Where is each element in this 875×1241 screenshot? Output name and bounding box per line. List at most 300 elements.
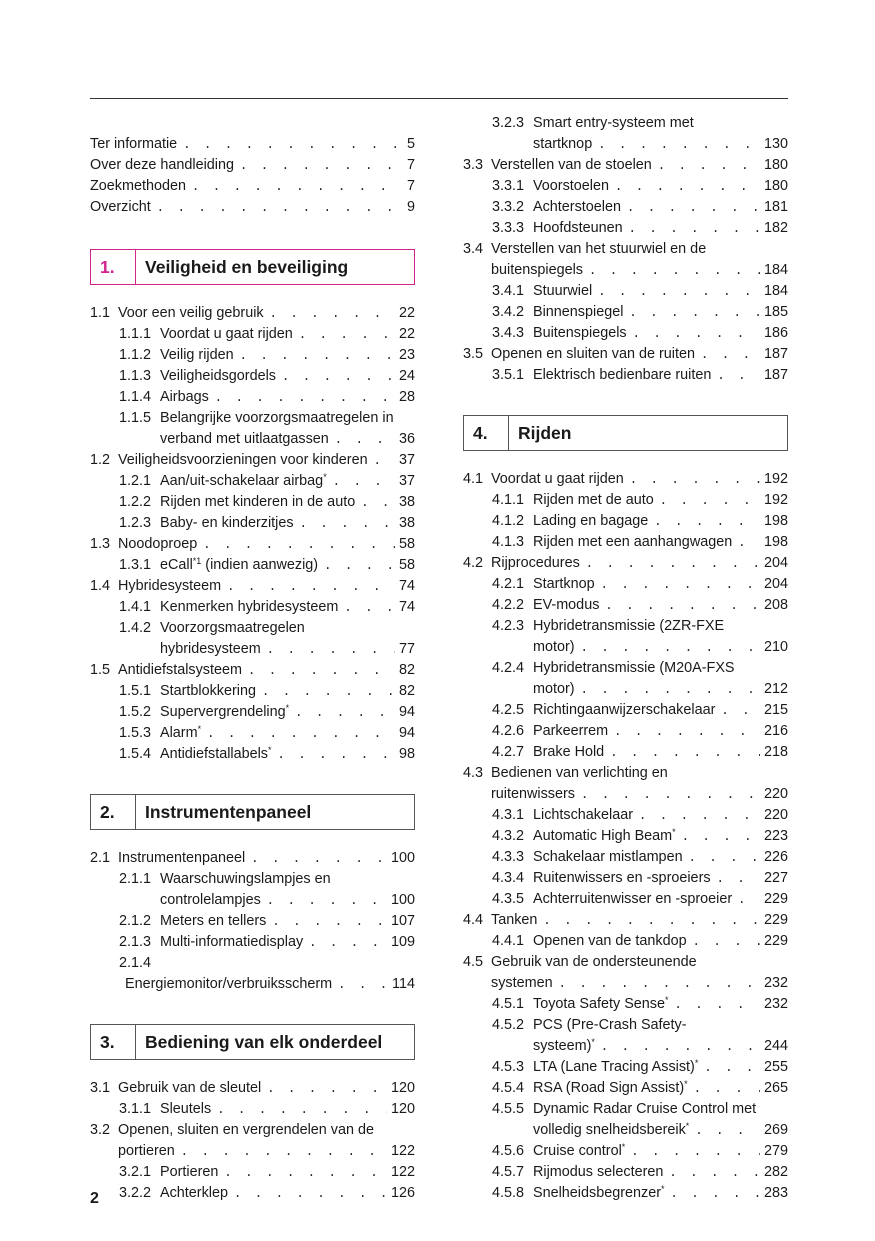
section-title: Brake Hold xyxy=(533,744,605,760)
toc-entry[interactable] xyxy=(463,742,788,763)
dot-leader xyxy=(374,450,395,471)
toc-entry[interactable] xyxy=(463,365,788,386)
toc-entry[interactable] xyxy=(90,387,415,408)
dot-leader xyxy=(267,1078,387,1099)
toc-entry[interactable] xyxy=(90,681,415,702)
section-title: Veiligheidsvoorzieningen voor kinderen xyxy=(118,452,368,468)
footnote-marker: * xyxy=(665,995,669,1005)
section-title: Openen van de tankdop xyxy=(533,933,687,949)
dot-leader xyxy=(157,197,403,218)
toc-entry[interactable] xyxy=(90,911,415,932)
page-ref: 126 xyxy=(390,1185,415,1201)
toc-entry[interactable] xyxy=(90,1183,415,1204)
toc-entry[interactable] xyxy=(463,281,788,302)
page-ref: 7 xyxy=(406,178,415,194)
section-title: Schakelaar mistlampen xyxy=(533,849,683,865)
dot-leader xyxy=(181,1141,387,1162)
dot-leader xyxy=(629,302,760,323)
page-ref: 212 xyxy=(763,681,788,697)
section-title: Kenmerken hybridesysteem xyxy=(160,599,339,615)
section-title: Zoekmethoden xyxy=(90,178,186,194)
toc-entry[interactable] xyxy=(90,576,415,597)
toc-entry[interactable] xyxy=(463,302,788,323)
section-number: 3.3 xyxy=(463,157,484,173)
dot-leader xyxy=(335,429,395,450)
page-ref: 198 xyxy=(763,513,788,529)
section-title: Openen en sluiten van de ruiten xyxy=(491,346,696,362)
toc-entry[interactable] xyxy=(90,1120,415,1162)
dot-leader xyxy=(689,847,760,868)
dot-leader xyxy=(631,1141,760,1162)
toc-entry-over-deze-handleiding[interactable] xyxy=(90,155,415,176)
toc-entry[interactable] xyxy=(463,952,788,994)
toc-entry[interactable] xyxy=(90,597,415,618)
section-number: 3.4.1 xyxy=(492,283,525,299)
section-title: Rijmodus selecteren xyxy=(533,1164,664,1180)
dot-leader xyxy=(694,1078,760,1099)
toc-entry[interactable] xyxy=(463,553,788,574)
toc-entry[interactable] xyxy=(463,616,788,658)
section-title: Gebruik van de ondersteunende xyxy=(491,954,697,970)
page-ref: 229 xyxy=(763,891,788,907)
page-ref: 74 xyxy=(398,578,415,594)
toc-entry[interactable] xyxy=(90,324,415,345)
toc-entry[interactable] xyxy=(463,805,788,826)
page-ref: 9 xyxy=(406,199,415,215)
dot-leader xyxy=(581,784,760,805)
section-number: 1.2.1 xyxy=(119,473,152,489)
page-ref: 120 xyxy=(390,1080,415,1096)
page-ref: 122 xyxy=(390,1164,415,1180)
footnote-marker: * xyxy=(591,1037,595,1047)
toc-entry[interactable] xyxy=(90,848,415,869)
section-title: ruitenwissers xyxy=(491,786,575,802)
toc-entry[interactable] xyxy=(463,658,788,700)
toc-entry[interactable] xyxy=(90,513,415,534)
dot-leader xyxy=(695,1120,760,1141)
section-title: Cruise control* xyxy=(533,1142,626,1159)
toc-entry[interactable] xyxy=(463,218,788,239)
dot-leader xyxy=(240,155,403,176)
section-number: 2.1.4 xyxy=(119,955,152,971)
dot-leader xyxy=(738,889,760,910)
page-ref: 187 xyxy=(763,346,788,362)
toc-entry[interactable] xyxy=(463,239,788,281)
section-number: 1.5 xyxy=(90,662,111,678)
toc-left-column xyxy=(90,113,415,1204)
page-ref: 229 xyxy=(763,912,788,928)
toc-entry[interactable] xyxy=(90,555,415,576)
toc-entry[interactable] xyxy=(463,469,788,490)
toc-entry[interactable] xyxy=(463,323,788,344)
toc-entry[interactable] xyxy=(90,345,415,366)
page-ref: 282 xyxy=(763,1164,788,1180)
section-title: Elektrisch bedienbare ruiten xyxy=(533,367,712,383)
section-number: 4.2 xyxy=(463,555,484,571)
page-ref: 218 xyxy=(763,744,788,760)
toc-entry[interactable] xyxy=(463,700,788,721)
section-title: Dynamic Radar Cruise Control met xyxy=(533,1101,757,1117)
section-title: Rijprocedures xyxy=(491,555,580,571)
footnote-marker: *1 xyxy=(192,556,202,566)
toc-entry[interactable] xyxy=(90,1162,415,1183)
page-ref: 94 xyxy=(398,725,415,741)
page-number: 2 xyxy=(90,1190,99,1207)
section-title: Lading en bagage xyxy=(533,513,649,529)
section-number: 4.2.5 xyxy=(492,702,525,718)
section-number: 3.2.1 xyxy=(119,1164,152,1180)
dot-leader xyxy=(324,555,395,576)
section-number: 4.3.2 xyxy=(492,828,525,844)
section-number: 2.1.2 xyxy=(119,913,152,929)
toc-entry[interactable] xyxy=(463,847,788,868)
section-number: 1.4.1 xyxy=(119,599,152,615)
dot-leader xyxy=(589,260,760,281)
toc-entry[interactable] xyxy=(463,868,788,889)
page-ref: 210 xyxy=(763,639,788,655)
page-ref: 114 xyxy=(392,976,415,992)
section-title: Veilig rijden xyxy=(160,347,234,363)
section-title: startknop xyxy=(533,136,593,152)
toc-entry[interactable] xyxy=(90,366,415,387)
toc-entry[interactable] xyxy=(90,953,415,995)
page-ref: 181 xyxy=(763,199,788,215)
section-number: 4.5.4 xyxy=(492,1080,525,1096)
dot-leader xyxy=(660,490,760,511)
section-number: 4.5.2 xyxy=(492,1017,525,1033)
dot-leader xyxy=(270,303,395,324)
dot-leader xyxy=(601,1036,760,1057)
section-number: 1.2 xyxy=(90,452,111,468)
dot-leader xyxy=(627,197,760,218)
section-number: 4.4 xyxy=(463,912,484,928)
dot-leader xyxy=(614,721,760,742)
section-number: 3.2 xyxy=(90,1122,111,1138)
section-number: 1.1.1 xyxy=(119,326,152,342)
section-number: 3.5 xyxy=(463,346,484,362)
section-number: 4.5.3 xyxy=(492,1059,525,1075)
section-number: 4.5.8 xyxy=(492,1185,525,1201)
dot-leader xyxy=(192,176,403,197)
section-title: Baby- en kinderzitjes xyxy=(160,515,294,531)
dot-leader xyxy=(629,218,760,239)
page-ref: 223 xyxy=(763,828,788,844)
toc-entry[interactable] xyxy=(90,492,415,513)
dot-leader xyxy=(309,932,387,953)
section-number: 3.2.2 xyxy=(119,1185,152,1201)
section-title: Richtingaanwijzerschakelaar xyxy=(533,702,716,718)
toc-entry[interactable] xyxy=(463,113,788,155)
page-ref: 244 xyxy=(763,1038,788,1054)
dot-leader xyxy=(630,469,760,490)
footnote-marker: * xyxy=(694,1058,699,1068)
footnote-marker: * xyxy=(621,1142,626,1152)
section-title: eCall$^{*1}$ (indien aanwezig) xyxy=(160,556,319,573)
footnote-marker: * xyxy=(685,1121,690,1131)
page-ref: 229 xyxy=(763,933,788,949)
toc-entry[interactable] xyxy=(463,490,788,511)
section-title: Instrumentenpaneel xyxy=(118,850,246,866)
page-ref: 5 xyxy=(406,136,415,152)
toc-entry[interactable] xyxy=(463,994,788,1015)
chapter-number: 1. xyxy=(91,250,136,284)
page-ref: 265 xyxy=(763,1080,788,1096)
chapter-header-1[interactable] xyxy=(90,249,415,285)
dot-leader xyxy=(262,681,395,702)
toc-entry[interactable] xyxy=(463,1183,788,1204)
toc-entry-zoekmethoden[interactable] xyxy=(90,176,415,197)
toc-entry[interactable] xyxy=(463,197,788,218)
footnote-marker: * xyxy=(661,1184,665,1194)
section-number: 4.3.5 xyxy=(492,891,525,907)
page-ref: 198 xyxy=(763,534,788,550)
section-title: systeem)* xyxy=(533,1037,595,1054)
toc-entry[interactable] xyxy=(463,155,788,176)
toc-entry[interactable] xyxy=(90,660,415,681)
toc-entry[interactable] xyxy=(90,471,415,492)
dot-leader xyxy=(633,323,760,344)
section-title: LTA (Lane Tracing Assist)* xyxy=(533,1058,699,1075)
dot-leader xyxy=(224,1162,387,1183)
section-title: Toyota Safety Sense* xyxy=(533,995,669,1012)
page-ref: 184 xyxy=(763,283,788,299)
dot-leader xyxy=(248,660,395,681)
section-title: Ter informatie xyxy=(90,136,178,152)
section-title: Meters en tellers xyxy=(160,913,267,929)
section-title: Voorstoelen xyxy=(533,178,610,194)
page-ref: 107 xyxy=(390,913,415,929)
page-ref: 38 xyxy=(398,494,415,510)
section-number: 1.5.2 xyxy=(119,704,152,720)
toc-entry[interactable] xyxy=(463,721,788,742)
dot-leader xyxy=(295,702,395,723)
chapter-title: Veiligheid en beveiliging xyxy=(145,256,349,277)
section-title: systemen xyxy=(491,975,553,991)
section-number: 4.5.7 xyxy=(492,1164,525,1180)
dot-leader xyxy=(338,974,388,995)
section-title: Belangrijke voorzorgsmaatregelen in xyxy=(160,410,394,426)
section-title: verband met uitlaatgassen xyxy=(160,431,329,447)
page-ref: 216 xyxy=(763,723,788,739)
toc-entry-ter-informatie[interactable] xyxy=(90,134,415,155)
dot-leader xyxy=(610,742,760,763)
toc-entry[interactable] xyxy=(463,574,788,595)
section-number: 1.3.1 xyxy=(119,557,152,573)
dot-leader xyxy=(693,931,760,952)
toc-entry[interactable] xyxy=(90,618,415,660)
dot-leader xyxy=(282,366,395,387)
toc-entry[interactable] xyxy=(463,595,788,616)
toc-entry[interactable] xyxy=(463,826,788,847)
page-ref: 255 xyxy=(763,1059,788,1075)
dot-leader xyxy=(300,513,395,534)
section-number: 4.2.7 xyxy=(492,744,525,760)
dot-leader xyxy=(333,471,395,492)
dot-leader xyxy=(207,723,395,744)
dot-leader xyxy=(203,534,395,555)
toc-entry[interactable] xyxy=(90,1078,415,1099)
section-number: 4.2.4 xyxy=(492,660,525,676)
section-number: 3.4.3 xyxy=(492,325,525,341)
dot-leader xyxy=(675,994,760,1015)
section-title: Overzicht xyxy=(90,199,151,215)
section-title: Hybridetransmissie (M20A-FXS xyxy=(533,660,735,676)
section-title: Startknop xyxy=(533,576,595,592)
toc-entry[interactable] xyxy=(463,910,788,931)
section-title: Alarm* xyxy=(160,724,202,741)
section-title: Hybridesysteem xyxy=(118,578,222,594)
toc-entry[interactable] xyxy=(463,1099,788,1141)
page-ref: 182 xyxy=(763,220,788,236)
section-title: volledig snelheidsbereik* xyxy=(533,1121,690,1138)
section-number: 4.1.1 xyxy=(492,492,525,508)
footnote-marker: * xyxy=(684,1079,688,1089)
page-ref: 192 xyxy=(763,471,788,487)
section-number: 1.5.1 xyxy=(119,683,152,699)
section-number: 4.1 xyxy=(463,471,484,487)
section-title: Rijden met een aanhangwagen xyxy=(533,534,733,550)
section-number: 1.2.2 xyxy=(119,494,152,510)
dot-leader xyxy=(344,597,395,618)
toc-entry[interactable] xyxy=(90,408,415,450)
section-title: Hybridetransmissie (2ZR-FXE xyxy=(533,618,725,634)
section-title: Tanken xyxy=(491,912,538,928)
dot-leader xyxy=(598,134,760,155)
page-ref: 22 xyxy=(398,305,415,321)
section-number: 4.3 xyxy=(463,765,484,781)
section-number: 1.5.4 xyxy=(119,746,152,762)
page-ref: 120 xyxy=(390,1101,415,1117)
section-number: 4.3.3 xyxy=(492,849,525,865)
section-number: 4.5.6 xyxy=(492,1143,525,1159)
section-title: Smart entry-systeem met xyxy=(533,115,694,131)
page-ref: 22 xyxy=(398,326,415,342)
dot-leader xyxy=(227,576,395,597)
toc-entry[interactable] xyxy=(90,723,415,744)
toc-entry[interactable] xyxy=(90,1099,415,1120)
toc-entry[interactable] xyxy=(463,1141,788,1162)
page-ref: 58 xyxy=(398,557,415,573)
footnote-marker: * xyxy=(323,472,327,482)
toc-entry[interactable] xyxy=(90,744,415,765)
section-title: Veiligheidsgordels xyxy=(160,368,277,384)
toc-entry[interactable] xyxy=(463,511,788,532)
page-ref: 38 xyxy=(398,515,415,531)
section-title: Sleutels xyxy=(160,1101,212,1117)
section-number: 1.1.3 xyxy=(119,368,152,384)
toc-entry[interactable] xyxy=(90,303,415,324)
section-number: 4.5.1 xyxy=(492,996,525,1012)
section-number: 4.3.1 xyxy=(492,807,525,823)
toc-entry[interactable] xyxy=(463,532,788,553)
page-ref: 74 xyxy=(398,599,415,615)
section-title: RSA (Road Sign Assist)* xyxy=(533,1079,688,1096)
page-ref: 100 xyxy=(390,892,415,908)
page-ref: 279 xyxy=(763,1143,788,1159)
toc-entry[interactable] xyxy=(90,932,415,953)
page-ref: 227 xyxy=(763,870,788,886)
section-number: 1.1.2 xyxy=(119,347,152,363)
dot-leader xyxy=(183,134,403,155)
dot-leader xyxy=(240,345,395,366)
page-ref: 82 xyxy=(398,683,415,699)
toc-entry[interactable] xyxy=(463,1078,788,1099)
section-number: 4.1.2 xyxy=(492,513,525,529)
dot-leader xyxy=(267,890,387,911)
dot-leader xyxy=(299,324,395,345)
section-number: 4.5 xyxy=(463,954,484,970)
dot-leader xyxy=(721,700,760,721)
page-ref: 122 xyxy=(390,1143,415,1159)
page-ref: 180 xyxy=(763,157,788,173)
section-title: EV-modus xyxy=(533,597,600,613)
page-ref: 109 xyxy=(390,934,415,950)
section-number: 4.1.3 xyxy=(492,534,525,550)
section-title: Automatic High Beam* xyxy=(533,827,676,844)
page-ref: 185 xyxy=(763,304,788,320)
toc-entry[interactable] xyxy=(463,1015,788,1057)
footnote-marker: * xyxy=(672,827,676,837)
page-ref: 283 xyxy=(763,1185,788,1201)
page-ref: 192 xyxy=(763,492,788,508)
page-ref: 208 xyxy=(763,597,788,613)
toc-entry[interactable] xyxy=(90,534,415,555)
section-title: Rijden met kinderen in de auto xyxy=(160,494,356,510)
toc-entry[interactable] xyxy=(463,763,788,805)
section-number: 4.2.6 xyxy=(492,723,525,739)
dot-leader xyxy=(215,387,395,408)
footnote-marker: * xyxy=(268,745,272,755)
toc-entry[interactable] xyxy=(463,889,788,910)
dot-leader xyxy=(278,744,395,765)
section-title: Hoofdsteunen xyxy=(533,220,623,236)
toc-entry-overzicht[interactable] xyxy=(90,197,415,218)
dot-leader xyxy=(361,492,395,513)
chapter-header-4[interactable] xyxy=(463,415,788,451)
section-title: Voor een veilig gebruik xyxy=(118,305,264,321)
section-title: Rijden met de auto xyxy=(533,492,654,508)
page-ref: 232 xyxy=(763,975,788,991)
toc-entry[interactable] xyxy=(90,450,415,471)
chapter-title: Bediening van elk onderdeel xyxy=(145,1031,383,1052)
toc-entry[interactable] xyxy=(463,1057,788,1078)
section-title: Antidiefstalsysteem xyxy=(118,662,242,678)
dot-leader xyxy=(217,1099,387,1120)
toc-entry[interactable] xyxy=(90,702,415,723)
page-ref: 100 xyxy=(390,850,415,866)
section-number: 3.1 xyxy=(90,1080,111,1096)
dot-leader xyxy=(654,511,760,532)
toc-entry[interactable] xyxy=(463,344,788,365)
chapter-header-3[interactable] xyxy=(90,1024,415,1060)
toc-entry[interactable] xyxy=(463,931,788,952)
section-title: Verstellen van de stoelen xyxy=(491,157,652,173)
top-rule xyxy=(90,98,788,99)
section-title: Waarschuwingslampjes en xyxy=(160,871,331,887)
toc-entry[interactable] xyxy=(90,869,415,911)
section-title: Achterstoelen xyxy=(533,199,621,215)
toc-entry[interactable] xyxy=(463,176,788,197)
toc-entry[interactable] xyxy=(463,1162,788,1183)
page-ref: 220 xyxy=(763,807,788,823)
dot-leader xyxy=(615,176,760,197)
section-number: 1.1 xyxy=(90,305,111,321)
chapter-header-2[interactable] xyxy=(90,794,415,830)
section-title: Buitenspiegels xyxy=(533,325,627,341)
page-ref: 23 xyxy=(398,347,415,363)
section-title: Achterruitenwisser en -sproeier xyxy=(533,891,733,907)
dot-leader xyxy=(639,805,760,826)
